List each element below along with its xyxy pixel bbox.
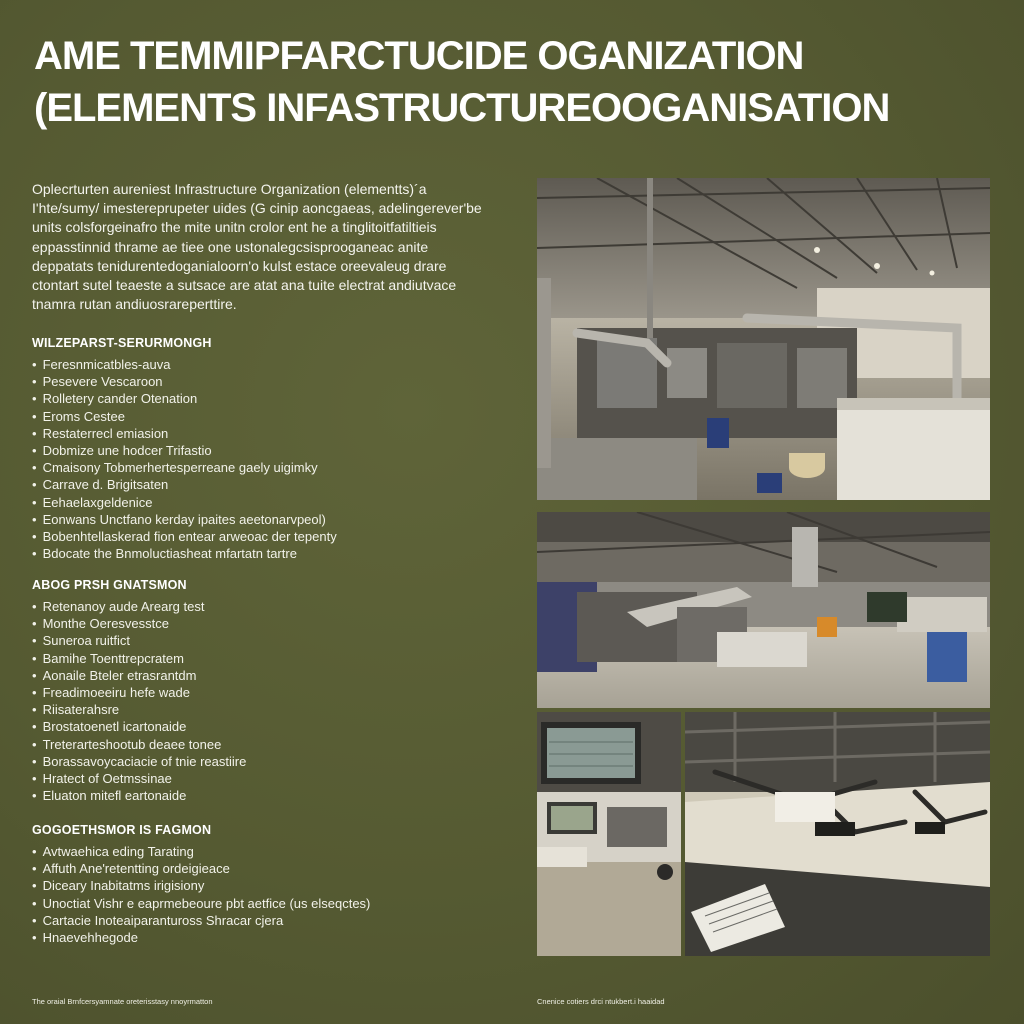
production-line-photo [685, 712, 990, 956]
list-item: • Cartacie Inoteaiparantuross Shracar cjera [32, 912, 502, 929]
list-item: • Restaterrecl emiasion [32, 425, 502, 442]
section-3 [32, 823, 502, 946]
intro-line: ctontart sutel teaeste a sutsace are atat ana tuite electrat andiutvace [32, 277, 457, 294]
list-item: • Treterarteshootub deaee tonee [32, 736, 502, 753]
section-2 [32, 578, 502, 804]
list-item: • Dobmize une hodcer Trifastio [32, 442, 502, 459]
footer-caption-left: The oraial Brnfcersyamnate oreterisstasy nnoyrmatton [32, 997, 213, 1006]
factory-floor-illustration [537, 512, 990, 708]
intro-line: I'hte/sumy/ imestereprupeter uides (G cinip aoncgaeas, adelingerever'be [32, 200, 482, 217]
intro-paragraph [32, 180, 492, 314]
list-item: • Carrave d. Brigitsaten [32, 476, 502, 493]
list-item: • Diceary Inabitatms irigisiony [32, 877, 502, 894]
list-item: • Riisaterahsre [32, 701, 502, 718]
list-item: • Eonwans Unctfano kerday ipaites aeetonarvpeol) [32, 511, 502, 528]
list-item: • Suneroa ruitfict [32, 632, 502, 649]
list-item: • Bobenhtellaskerad fion entear arweoac der tepenty [32, 528, 502, 545]
list-item: • Aonaile Bteler etrasrantdm [32, 667, 502, 684]
factory-interior-photo [537, 178, 990, 500]
section-1 [32, 336, 502, 562]
list-item: • Brostatoenetl icartonaide [32, 718, 502, 735]
production-line-illustration [685, 712, 990, 956]
footer-caption-right: Cnenice cotiers drci ntukbert.i haaidad [537, 997, 665, 1006]
page-title [34, 30, 994, 134]
list-item: • Eehaelaxgeldenice [32, 494, 502, 511]
bullet-list [32, 598, 502, 804]
intro-line: deppatats tenidurentedoganialoorn'o kulst estace oreevaleug drare [32, 257, 447, 274]
list-item: • Freadimoeeiru hefe wade [32, 684, 502, 701]
intro-line: eppasstinnid thrame ae tiee one ustonalegcsisprooganeac anite [32, 238, 429, 255]
control-room-photo [537, 712, 681, 956]
list-item: • Pesevere Vescaroon [32, 373, 502, 390]
list-item: • Bamihe Toenttrepcratem [32, 650, 502, 667]
section-heading: ABOG PRSH GNATSMON [32, 578, 187, 592]
list-item: • Eluaton mitefl eartonaide [32, 787, 502, 804]
section-heading: GOGOETHSMOR IS FAGMON [32, 823, 212, 837]
list-item: • Feresnmicatbles-auva [32, 356, 502, 373]
bullet-list [32, 843, 502, 946]
list-item: • Hnaevehhegode [32, 929, 502, 946]
bullet-list [32, 356, 502, 562]
list-item: • Avtwaehica eding Tarating [32, 843, 502, 860]
control-room-illustration [537, 712, 681, 956]
list-item: • Cmaisony Tobmerhertesperreane gaely uigimky [32, 459, 502, 476]
list-item: • Monthe Oeresvesstce [32, 615, 502, 632]
section-heading: WILZEPARST-SERURMONGH [32, 336, 212, 350]
intro-line: tnamra rutan andiuosrareperttire. [32, 296, 237, 313]
title-line-2: (ELEMENTS INFASTRUCTUREOOGANISATION [34, 86, 890, 130]
list-item: • Hratect of Oetmssinae [32, 770, 502, 787]
list-item: • Unoctiat Vishr e eaprmebeoure pbt aetfice (us elseqctes) [32, 895, 502, 912]
list-item: • Borassavoycaciacie of tnie reastiire [32, 753, 502, 770]
intro-line: units colsforgeinafro the mite unitn crolor ent he a tinglitoitfatiltieis [32, 219, 437, 236]
list-item: • Retenanoy aude Arearg test [32, 598, 502, 615]
factory-floor-photo [537, 512, 990, 708]
title-line-1: AME TEMMIPFARCTUCIDE OGANIZATION [34, 34, 804, 78]
list-item: • Affuth Ane'retentting ordeigieace [32, 860, 502, 877]
list-item: • Eroms Cestee [32, 408, 502, 425]
list-item: • Bdocate the Bnmoluctiasheat mfartatn tartre [32, 545, 502, 562]
intro-line: Oplecrturten aureniest Infrastructure Organization (elementts)´a [32, 181, 427, 197]
list-item: • Rolletery cander Otenation [32, 390, 502, 407]
factory-interior-illustration [537, 178, 990, 500]
